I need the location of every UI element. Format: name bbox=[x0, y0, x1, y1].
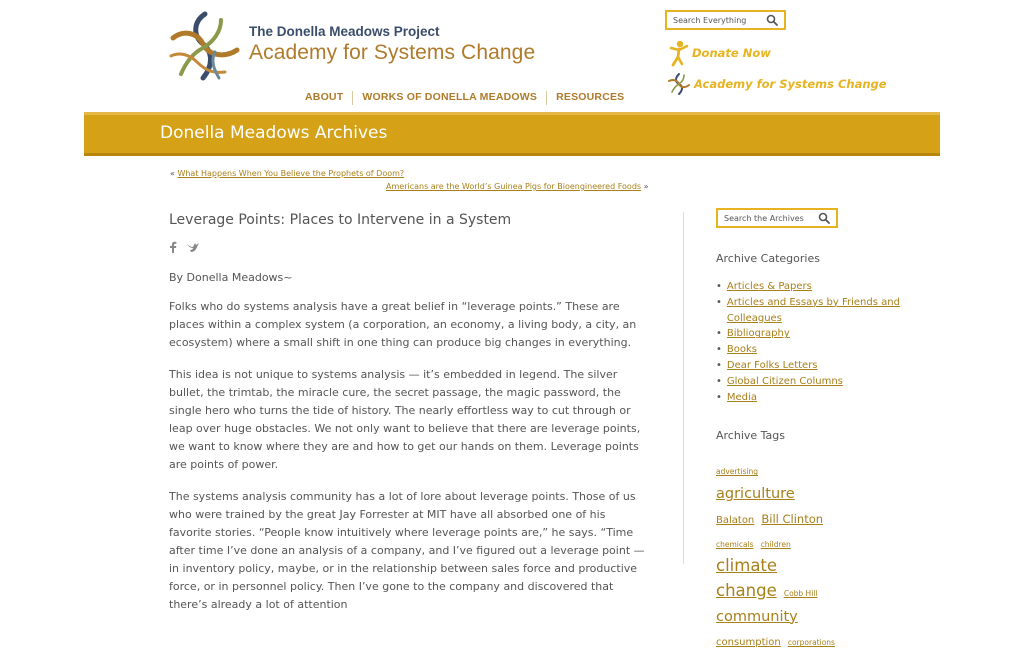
next-marker: » bbox=[643, 182, 649, 191]
column-divider bbox=[683, 212, 684, 564]
brand-project-name: The Donella Meadows Project bbox=[249, 24, 440, 39]
list-item bbox=[716, 390, 916, 406]
post-paragraph: This idea is not unique to systems analysis — it’s embedded in legend. The silver bullet, the trimtab, the miracle cure, the secret passage, the magic password, the single hero who turns the tide of history. The nearly effortless way to cut through or leap over huge obstacles. We not only want to believe that there are leverage points, we want to know where they are and how to get our hands on them. Leverage points are points of power. bbox=[169, 368, 641, 471]
tag-link[interactable]: consumption bbox=[716, 637, 781, 649]
list-item bbox=[716, 326, 916, 342]
list-item bbox=[716, 295, 916, 327]
tag-link[interactable]: Cobb Hill bbox=[783, 588, 818, 598]
list-item bbox=[716, 342, 916, 358]
category-link[interactable]: • Articles & Papers bbox=[726, 281, 812, 292]
facebook-icon[interactable] bbox=[169, 241, 177, 253]
post-paragraph: Folks who do systems analysis have a great belief in “leverage points.” These are places within a complex system (a corporation, an economy, a living body, a city, an ecosystem) where a small shift in one thing can produce big changes in everything. bbox=[169, 300, 637, 349]
next-post-nav bbox=[386, 182, 649, 191]
tag-link[interactable]: agriculture bbox=[716, 486, 795, 503]
sidebar bbox=[716, 208, 916, 652]
category-link[interactable]: • Global Citizen Columns bbox=[726, 375, 843, 387]
academy-link[interactable] bbox=[667, 72, 887, 96]
previous-post-nav bbox=[170, 169, 404, 178]
category-link[interactable]: • Media bbox=[726, 391, 757, 403]
nav-resources[interactable]: RESOURCES bbox=[556, 91, 625, 103]
brand-academy-name: Academy for Systems Change bbox=[249, 41, 536, 64]
tag-cloud bbox=[716, 457, 838, 652]
tag-link[interactable]: Balaton bbox=[716, 515, 755, 527]
nav-about[interactable]: ABOUT bbox=[305, 91, 344, 103]
tag-link[interactable]: chemicals bbox=[716, 540, 754, 550]
nav-separator bbox=[352, 91, 353, 105]
nav-works[interactable]: WORKS OF DONELLA MEADOWS bbox=[362, 91, 538, 103]
archive-search-input[interactable] bbox=[724, 214, 812, 223]
category-link[interactable]: • Books bbox=[726, 344, 758, 356]
category-link[interactable]: • Articles and Essays by Friends and Colleagues bbox=[726, 296, 900, 324]
banner-title: Donella Meadows Archives bbox=[160, 123, 388, 143]
categories-heading: Archive Categories bbox=[716, 252, 820, 265]
category-link[interactable]: • Dear Folks Letters bbox=[726, 359, 818, 371]
post-byline: By Donella Meadows~ bbox=[169, 271, 293, 284]
post-paragraph: The systems analysis community has a lot of lore about leverage points. Those of us who were trained by the great Jay Forrester at MIT have all absorbed one of his favorite stories. “People know intuitively where leverage points are,” he says. “Time after time I’ve done an analysis of a company, and I’ve figured out a leverage point — in inventory policy, maybe, or in the relationship between sales force and productive force, or in personnel policy. Then I’ve gone to the company and discovered that there’s already a lot of attention bbox=[169, 490, 645, 611]
global-search-input[interactable] bbox=[673, 16, 761, 25]
tag-link[interactable]: community bbox=[716, 608, 798, 625]
donate-link[interactable] bbox=[667, 40, 771, 66]
tag-link[interactable]: Bill Clinton bbox=[761, 512, 824, 527]
archives-banner bbox=[84, 112, 940, 156]
category-link[interactable]: • Bibliography bbox=[726, 328, 790, 340]
magnifier-icon[interactable] bbox=[818, 212, 830, 224]
list-item bbox=[716, 374, 916, 390]
next-post-link[interactable]: Americans are the World’s Guinea Pigs for Bioengineered Foods bbox=[386, 182, 642, 191]
tags-heading: Archive Tags bbox=[716, 429, 786, 443]
academy-label: Academy for Systems Change bbox=[694, 77, 887, 91]
global-search-box[interactable] bbox=[665, 10, 786, 30]
person-jumping-icon bbox=[667, 40, 689, 66]
brand[interactable] bbox=[249, 24, 535, 65]
tag-link[interactable]: climate change bbox=[716, 556, 778, 600]
nav-separator bbox=[546, 91, 547, 105]
share-bar bbox=[169, 241, 647, 253]
tag-link[interactable]: corporations bbox=[787, 638, 835, 648]
main-nav bbox=[299, 91, 630, 105]
tag-link[interactable]: children bbox=[760, 540, 791, 550]
category-list bbox=[716, 279, 916, 405]
swirl-small-icon bbox=[667, 72, 691, 96]
donate-label: Donate Now bbox=[692, 46, 771, 60]
previous-post-link[interactable]: What Happens When You Believe the Prophets of Doom? bbox=[177, 169, 405, 178]
prev-marker: « bbox=[170, 169, 175, 178]
tag-link[interactable]: advertising bbox=[716, 467, 759, 477]
magnifier-icon[interactable] bbox=[766, 14, 778, 26]
list-item bbox=[716, 279, 916, 295]
archive-search-box[interactable] bbox=[716, 208, 838, 228]
list-item bbox=[716, 358, 916, 374]
post-content bbox=[169, 212, 647, 614]
twitter-bird-icon[interactable] bbox=[186, 241, 200, 253]
post-title: Leverage Points: Places to Intervene in a System bbox=[169, 212, 512, 228]
swirl-logo-icon[interactable] bbox=[163, 8, 243, 90]
